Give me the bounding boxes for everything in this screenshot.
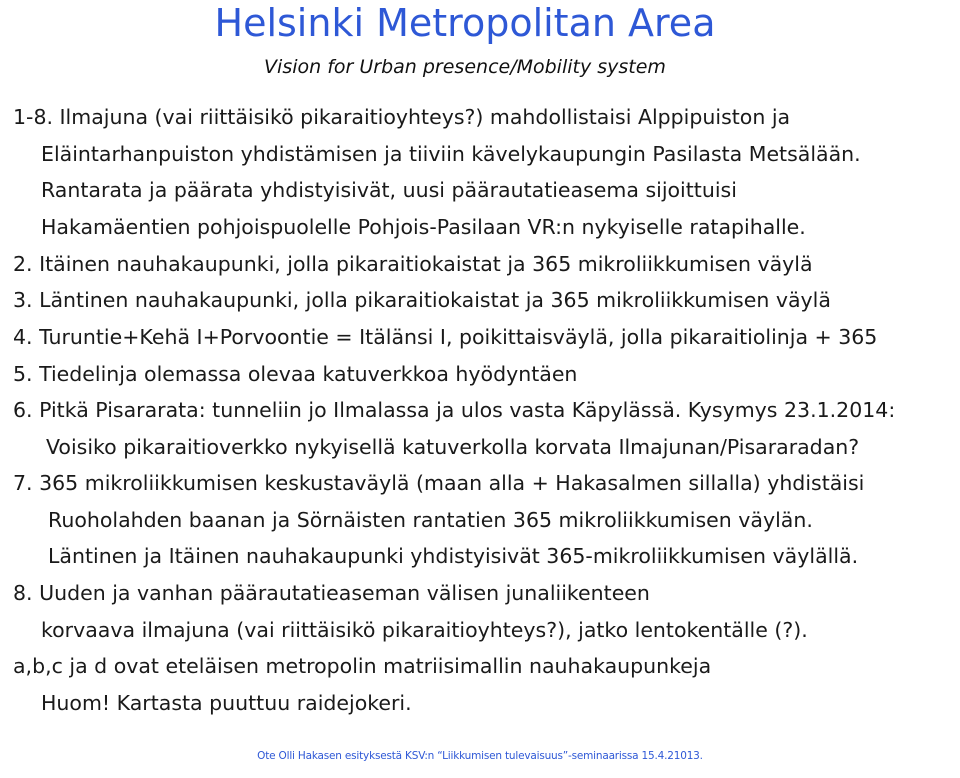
- slide-title: Helsinki Metropolitan Area: [214, 1, 716, 45]
- text-line: 7. 365 mikroliikkumisen keskustaväylä (maan alla + Hakasalmen sillalla) yhdistäisi: [13, 471, 865, 495]
- slide-subtitle: Vision for Urban presence/Mobility system: [264, 56, 666, 78]
- text-line: Ruoholahden baanan ja Sörnäisten rantatien 365 mikroliikkumisen väylän.: [48, 508, 813, 532]
- text-line: 2. Itäinen nauhakaupunki, jolla pikaraitiokaistat ja 365 mikroliikkumisen väylä: [13, 252, 813, 276]
- text-line: 1-8. Ilmajuna (vai riittäisikö pikaraitioyhteys?) mahdollistaisi Alppipuiston ja: [13, 105, 791, 129]
- text-line: korvaava ilmajuna (vai riittäisikö pikaraitioyhteys?), jatko lentokentälle (?).: [41, 618, 808, 642]
- text-line: Eläintarhanpuiston yhdistämisen ja tiiviin kävelykaupungin Pasilasta Metsälään.: [41, 142, 861, 166]
- text-line: Läntinen ja Itäinen nauhakaupunki yhdistyisivät 365-mikroliikkumisen väylällä.: [48, 544, 859, 568]
- text-line: 4. Turuntie+Kehä I+Porvoontie = Itälänsi I, poikittaisväylä, jolla pikaraitiolinja + 365: [13, 325, 878, 349]
- text-line: Huom! Kartasta puuttuu raidejokeri.: [41, 691, 412, 715]
- footer-credit: Ote Olli Hakasen esityksestä KSV:n “Liikkumisen tulevaisuus”-seminaarissa 15.4.21013.: [257, 750, 703, 762]
- text-line: 6. Pitkä Pisararata: tunneliin jo Ilmalassa ja ulos vasta Käpylässä. Kysymys 23.1.2014:: [13, 398, 896, 422]
- text-line: 8. Uuden ja vanhan päärautatieaseman välisen junaliikenteen: [13, 581, 650, 605]
- text-line: a,b,c ja d ovat eteläisen metropolin matriisimallin nauhakaupunkeja: [13, 654, 712, 678]
- text-line: Hakamäentien pohjoispuolelle Pohjois-Pasilaan VR:n nykyiselle ratapihalle.: [41, 215, 806, 239]
- text-line: 5. Tiedelinja olemassa olevaa katuverkkoa hyödyntäen: [13, 362, 578, 386]
- text-line: Rantarata ja päärata yhdistyisivät, uusi päärautatieasema sijoittuisi: [41, 178, 737, 202]
- text-line: Voisiko pikaraitioverkko nykyisellä katuverkolla korvata Ilmajunan/Pisararadan?: [46, 435, 860, 459]
- text-line: 3. Läntinen nauhakaupunki, jolla pikaraitiokaistat ja 365 mikroliikkumisen väylä: [13, 288, 831, 312]
